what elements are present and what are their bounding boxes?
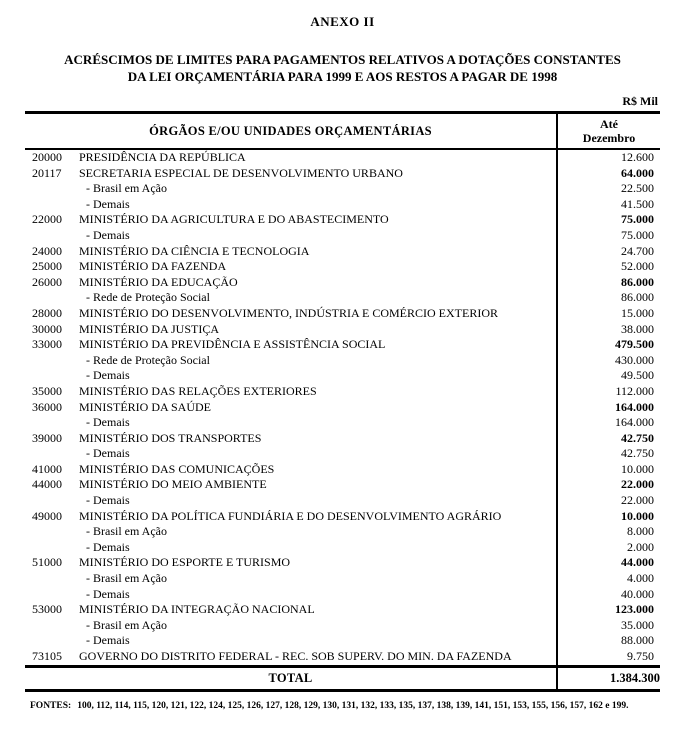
row-name: - Brasil em Ação xyxy=(86,571,167,586)
total-row xyxy=(25,666,660,690)
row-name: - Demais xyxy=(86,415,130,430)
row-code xyxy=(25,446,77,462)
row-code: 26000 xyxy=(32,274,62,289)
table-row xyxy=(25,415,660,431)
row-code xyxy=(25,228,77,244)
row-name: - Demais xyxy=(86,539,130,554)
row-name: - Brasil em Ação xyxy=(86,181,167,196)
table-row xyxy=(25,337,660,353)
table-footer xyxy=(25,666,660,690)
row-name: - Brasil em Ação xyxy=(86,617,167,632)
header-period-line2: Dezembro xyxy=(582,131,636,145)
row-value: 164.000 xyxy=(557,400,660,416)
header-col-period xyxy=(557,113,660,150)
row-name: - Rede de Proteção Social xyxy=(86,290,210,305)
table-row xyxy=(25,431,660,447)
row-value: 2.000 xyxy=(557,540,660,556)
row-code xyxy=(25,353,77,369)
row-name: - Demais xyxy=(86,493,130,508)
row-code xyxy=(25,368,77,384)
row-value: 123.000 xyxy=(557,602,660,618)
row-code: 28000 xyxy=(32,305,62,320)
row-name: MINISTÉRIO DAS COMUNICAÇÕES xyxy=(79,461,275,476)
table-row xyxy=(25,602,660,618)
page-title: ANEXO II xyxy=(310,14,375,29)
table-row xyxy=(25,228,660,244)
row-name: MINISTÉRIO DOS TRANSPORTES xyxy=(79,430,262,445)
row-value: 40.000 xyxy=(557,587,660,603)
row-name: MINISTÉRIO DA POLÍTICA FUNDIÁRIA E DO DESENVOLVIMENTO AGRÁRIO xyxy=(79,508,502,523)
row-value: 42.750 xyxy=(557,431,660,447)
row-name: MINISTÉRIO DO MEIO AMBIENTE xyxy=(79,477,267,492)
row-code: 35000 xyxy=(32,383,62,398)
row-name: MINISTÉRIO DA FAZENDA xyxy=(79,259,227,274)
table-header xyxy=(25,113,660,150)
table-row xyxy=(25,306,660,322)
row-code xyxy=(25,290,77,306)
row-value: 430.000 xyxy=(557,353,660,369)
table-row xyxy=(25,555,660,571)
row-name: MINISTÉRIO DO ESPORTE E TURISMO xyxy=(79,555,291,570)
row-code: 44000 xyxy=(32,477,62,492)
row-code: 20117 xyxy=(32,165,62,180)
row-name: SECRETARIA ESPECIAL DE DESENVOLVIMENTO URBANO xyxy=(79,165,403,180)
row-value: 52.000 xyxy=(557,259,660,275)
table-row xyxy=(25,353,660,369)
row-name: - Demais xyxy=(86,633,130,648)
table-row xyxy=(25,540,660,556)
row-value: 64.000 xyxy=(557,166,660,182)
row-name: - Demais xyxy=(86,368,130,383)
row-value: 9.750 xyxy=(557,649,660,666)
row-value: 24.700 xyxy=(557,244,660,260)
row-code xyxy=(25,571,77,587)
row-code: 53000 xyxy=(32,602,62,617)
row-name: - Rede de Proteção Social xyxy=(86,352,210,367)
row-value: 35.000 xyxy=(557,618,660,634)
footnote-label: FONTES: xyxy=(30,700,72,711)
budget-table xyxy=(25,111,660,692)
row-value: 44.000 xyxy=(557,555,660,571)
row-code xyxy=(25,633,77,649)
row-code: 22000 xyxy=(32,212,62,227)
row-code xyxy=(25,540,77,556)
row-code xyxy=(25,415,77,431)
row-name: MINISTÉRIO DA PREVIDÊNCIA E ASSISTÊNCIA SOCIAL xyxy=(79,337,386,352)
header-period-line1: Até xyxy=(600,117,618,131)
row-value: 22.000 xyxy=(557,477,660,493)
row-code xyxy=(25,181,77,197)
row-value: 49.500 xyxy=(557,368,660,384)
row-value: 4.000 xyxy=(557,571,660,587)
row-value: 22.500 xyxy=(557,181,660,197)
row-value: 41.500 xyxy=(557,197,660,213)
row-value: 42.750 xyxy=(557,446,660,462)
row-name: MINISTÉRIO DA EDUCAÇÃO xyxy=(79,274,238,289)
table-row xyxy=(25,212,660,228)
table-row xyxy=(25,197,660,213)
row-code: 73105 xyxy=(32,649,62,663)
row-code xyxy=(25,587,77,603)
table-row xyxy=(25,587,660,603)
table-row xyxy=(25,322,660,338)
row-value: 112.000 xyxy=(557,384,660,400)
subtitle-line-1: ACRÉSCIMOS DE LIMITES PARA PAGAMENTOS RELATIVOS A DOTAÇÕES CONSTANTES xyxy=(64,52,621,67)
row-code xyxy=(25,618,77,634)
total-value: 1.384.300 xyxy=(557,666,660,690)
table-row xyxy=(25,290,660,306)
row-value: 75.000 xyxy=(557,212,660,228)
row-code: 24000 xyxy=(32,243,62,258)
row-code xyxy=(25,524,77,540)
table-row xyxy=(25,493,660,509)
table-row xyxy=(25,446,660,462)
table-row xyxy=(25,633,660,649)
row-name: MINISTÉRIO DA CIÊNCIA E TECNOLOGIA xyxy=(79,243,310,258)
row-code: 41000 xyxy=(32,461,62,476)
row-name: - Demais xyxy=(86,227,130,242)
row-value: 88.000 xyxy=(557,633,660,649)
row-name: MINISTÉRIO DA SAÚDE xyxy=(79,399,211,414)
row-name: MINISTÉRIO DA AGRICULTURA E DO ABASTECIMENTO xyxy=(79,212,389,227)
footnote-text: 100, 112, 114, 115, 120, 121, 122, 124, 125, 126, 127, 128, 129, 130, 131, 132, 133, 135, 137, 138, 139, 141, 151, 153, 155, 156, 157, 162 e 199. xyxy=(77,700,629,711)
header-col-organs: ÓRGÃOS E/OU UNIDADES ORÇAMENTÁRIAS xyxy=(25,113,557,150)
table-row xyxy=(25,275,660,291)
table-row xyxy=(25,149,660,166)
row-code xyxy=(25,197,77,213)
table-row xyxy=(25,400,660,416)
table-section xyxy=(25,94,660,711)
row-value: 8.000 xyxy=(557,524,660,540)
currency-unit-label: R$ Mil xyxy=(622,94,658,108)
table-row xyxy=(25,259,660,275)
row-name: PRESIDÊNCIA DA REPÚBLICA xyxy=(79,150,246,164)
table-row xyxy=(25,524,660,540)
row-code: 20000 xyxy=(32,150,62,164)
row-value: 15.000 xyxy=(557,306,660,322)
table-body xyxy=(25,149,660,666)
row-value: 12.600 xyxy=(557,149,660,166)
table-row xyxy=(25,462,660,478)
row-code: 25000 xyxy=(32,259,62,274)
row-code: 30000 xyxy=(32,321,62,336)
row-name: - Demais xyxy=(86,446,130,461)
table-row xyxy=(25,509,660,525)
row-code xyxy=(25,493,77,509)
row-name: - Brasil em Ação xyxy=(86,524,167,539)
row-code: 36000 xyxy=(32,399,62,414)
row-name: MINISTÉRIO DA JUSTIÇA xyxy=(79,321,220,336)
table-row xyxy=(25,571,660,587)
table-row xyxy=(25,368,660,384)
table-row xyxy=(25,384,660,400)
table-row xyxy=(25,618,660,634)
row-value: 86.000 xyxy=(557,290,660,306)
row-value: 22.000 xyxy=(557,493,660,509)
row-value: 10.000 xyxy=(557,509,660,525)
row-code: 51000 xyxy=(32,555,62,570)
row-name: - Demais xyxy=(86,196,130,211)
document-subtitle xyxy=(0,51,685,85)
table-row xyxy=(25,477,660,493)
subtitle-line-2: DA LEI ORÇAMENTÁRIA PARA 1999 E AOS RESTOS A PAGAR DE 1998 xyxy=(127,69,558,84)
table-row xyxy=(25,649,660,666)
row-value: 86.000 xyxy=(557,275,660,291)
row-name: MINISTÉRIO DO DESENVOLVIMENTO, INDÚSTRIA E COMÉRCIO EXTERIOR xyxy=(79,305,498,320)
row-value: 10.000 xyxy=(557,462,660,478)
row-name: - Demais xyxy=(86,586,130,601)
row-value: 75.000 xyxy=(557,228,660,244)
row-value: 38.000 xyxy=(557,322,660,338)
row-value: 164.000 xyxy=(557,415,660,431)
row-code: 49000 xyxy=(32,508,62,523)
row-value: 479.500 xyxy=(557,337,660,353)
row-code: 33000 xyxy=(32,337,62,352)
row-code: 39000 xyxy=(32,430,62,445)
table-row xyxy=(25,166,660,182)
fontes-footnote xyxy=(25,701,660,711)
row-name: MINISTÉRIO DAS RELAÇÕES EXTERIORES xyxy=(79,383,317,398)
row-name: GOVERNO DO DISTRITO FEDERAL - REC. SOB SUPERV. DO MIN. DA FAZENDA xyxy=(79,649,512,663)
table-row xyxy=(25,244,660,260)
total-label: TOTAL xyxy=(25,666,557,690)
table-row xyxy=(25,181,660,197)
row-name: MINISTÉRIO DA INTEGRAÇÃO NACIONAL xyxy=(79,602,315,617)
